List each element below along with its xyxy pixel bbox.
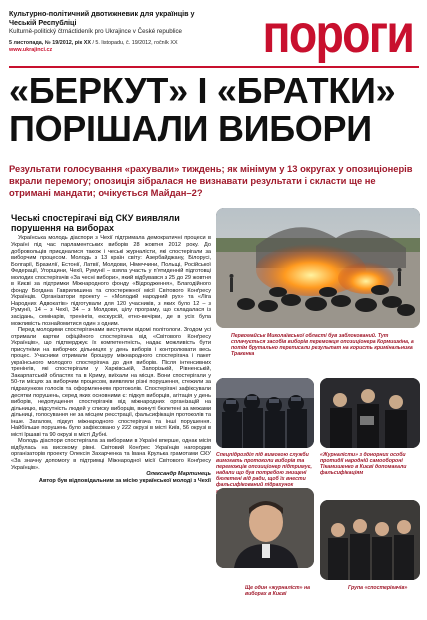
photo-journalists [320,378,420,448]
burning-barricade-image [216,208,420,328]
caption-photo-2: Спецпідрозділ під вимогою служби вимогать протоколи виборів та переможців опозиціонер підтримує, надали що був потребою знищені бюлетені від ради, щоб їх внести фальсифікований підрахунок [216,452,312,489]
article-subhead: Чеські спостерігачі від СКУ виявляли порушення на виборах [11,213,180,234]
article-column [11,213,211,484]
article-body [11,235,211,471]
article-author: Олександр Мартинець [146,471,211,478]
article-paragraph: Українська молодь діаспори з Чехії підтримала демократичні процеси в Україні під час парламентських виборів 28 жовтня 2012 року. До добровольців приєдналися також і чеські журналісти, які спостерігали за виборчим процесом. Молодь з 13 країн світу: Азербайджану, Білорусі, Болгарії, Бразилії, Естонії, Латвії, Молдови, Німеччини, Польщі, Російської Федерації, Угорщини, Чехії, Румунії – взяла участь у п'ятиденній підготовці молодих спостерігачів «За чесні вибори», який відбувався з 25 до 29 жовтня в Києві за підтримки Міжнародного фонду «Відродження», Благодійного фонду Богдана Гаврилишина та спостережної місії Світового Конґресу Українців. Організатори проекту – «Молодий народний рух» та «Ліга Народних Адвокатів» підготували для 120 учасників, з яких було 12 – з Румунії, 14 – з Чехії, 34 – з Молдови, цілу програму, що складалася із засідань, семінарів, тренінгів, екскурсій, етно-вечірки, де в усіх була можливість познайомитися один з одним. [11,235,211,327]
publication-title-ua: Культурно-політичний двотижневик для українців у Чеській Республіці [9,9,195,27]
caption-photo-3: «Журналісти» з донорних особи протидії народній самообороні Тікамишенко в Києві допомагали фальсифікаціям [320,452,407,477]
masthead-rule [9,66,419,68]
issue-ua: 5 листопада, № 19/2012, рік XX [9,40,91,47]
issue-cz: / 5. listopadu, č. 19/2012, ročník XX [92,40,178,47]
caption-photo-1: Первомайськ Миколаївської області був заблокований. Тут сплачується засобів виборів переможця опозиціонера Кормишкіна, а потім брутально переписали результат на користь кримінальника Тракенка [231,333,414,358]
observers-group-image [320,500,420,580]
article-paragraph: Молодь діаспори спостерігала за виборами в Україні вперше, однак місія відбулась на високому рівні. Світовий Конґрес Українців нагородив організаторів проекту Олексія Захарченка та Івана Крулька грамотами СКУ «За значну допомогу в підтримці Міжнародної місії Світового Конґресу Українців». [11,438,211,471]
lead-paragraph: Результати голосування «рахували» тиждень; як мінімум у 13 округах у опозиціонерів вкрали перемогу; опозиція зібралася не визнавати результати і скласти ще не отримані мандати; очікується Майдан–2? [9,163,413,199]
main-headline [9,72,421,148]
photo-observers-group [320,500,420,580]
caption-photo-5: Група «спостерігачів» [348,585,408,591]
riot-police-image [216,378,314,448]
headline-line-1: «БЕРКУТ» І «БРАТКИ» [9,70,396,111]
newspaper-logo: пороги [262,4,413,64]
headline-line-2: ПОРІШАЛИ ВИБОРИ [9,108,372,149]
website-link[interactable]: www.ukrajinci.cz [9,47,53,54]
publication-title-cz: Kulturně-politický čtrnáctideník pro Ukrajince v České republice [9,28,182,36]
masthead-info [9,10,214,54]
article-paragraph: Перед молодими спостерігачами виступили відомі політологи. Згодом усі отримали картки офіційного спостерігача від «Світового Конґресу Українців», що підтверджує їх компетентність, надає можливість бути присутніми на виборчих дільницях у день виборів і контролювати весь процес. Учасники отримали брошуру міжнародного спостерігача і пакет українського молодого спостерігача до дня виборів. Після інтенсивних тренінгів, які спостерігали у Харківській, Запорізькій, Рівненській, Закарпатській областях та в Криму, виїхали на місця. Вони спостерігали у 50-ти місцях за виборчим процесом, виявляли різні порушення, стежили за підрахунком голосів та оформленням протоколів. Спостерігачі зафіксували десятки порушень, серед яких основними є: підкуп виборців, агітація у день виборів, недопущення спостерігачів від міжнародних організацій на дільницю, відсутність людей у списку виборців, вкинуті бюлетені за межами дільниці, голосування не за місцем реєстрації, фальсифікація протоколів та інше. Загалом, підкуп міжнародного спостерігача та інші порушення. Найбільше порушень було зафіксовано у 222 окрузі в місті Київ, 56 окрузі в місті Іршаві та 90 окрузі в місті Дубні. [11,327,211,438]
photo-burning-barricade [216,208,420,328]
photo-journalist-man [216,488,314,568]
journalists-image [320,378,420,448]
photo-riot-police [216,378,314,448]
caption-photo-4: Ще один «журналіст» на виборах в Києві [245,585,310,598]
journalist-man-image [216,488,314,568]
author-note: Автор був відповідальним за місію української молоді з Чехії [38,477,211,484]
issue-line [9,40,214,47]
